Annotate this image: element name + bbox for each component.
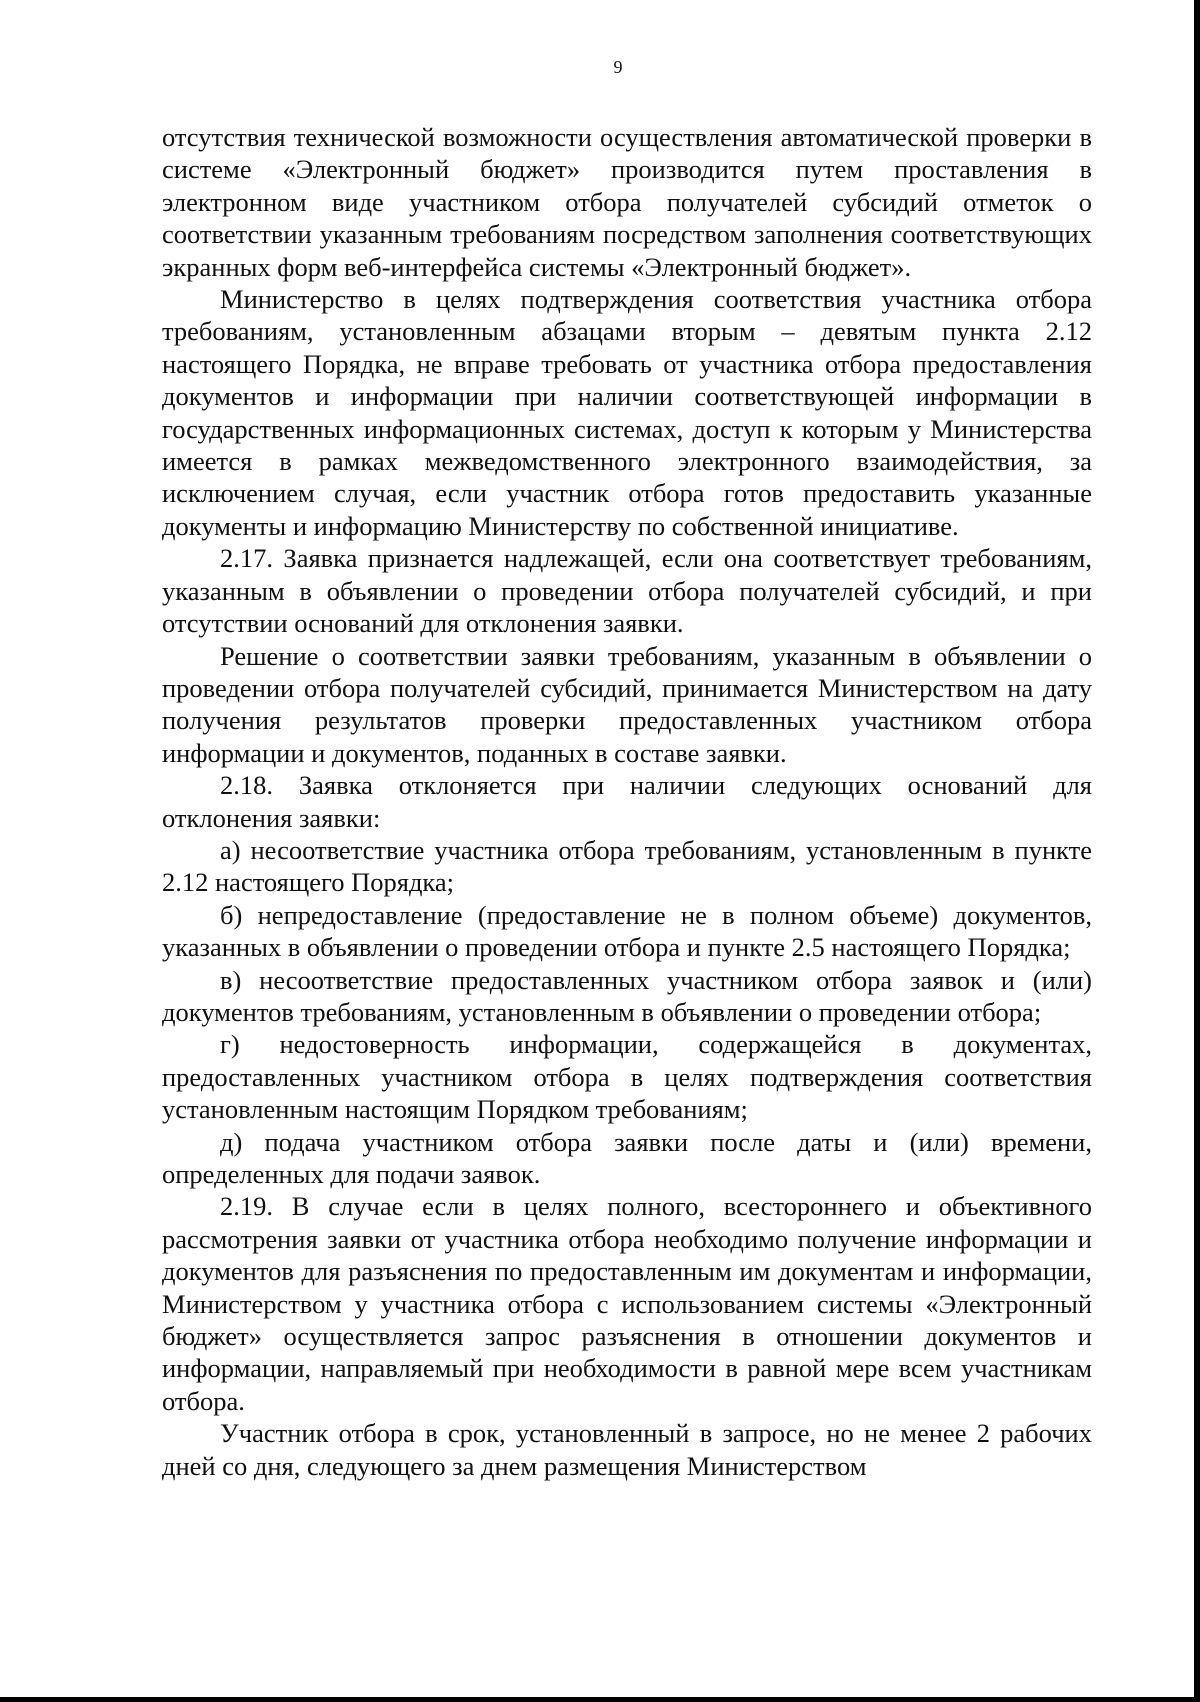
scan-edge-right bbox=[1194, 0, 1200, 1702]
list-item-g: г) недостоверность информации, содержащейся в документах, предоставленных участником отбора в целях подтверждения соответствия установленным настоящим Порядком требованиям; bbox=[162, 1029, 1092, 1125]
list-item-a: а) несоответствие участника отбора требованиям, установленным в пункте 2.12 настоящего Порядка; bbox=[162, 834, 1092, 898]
paragraph-2-19: 2.19. В случае если в целях полного, всестороннего и объективного рассмотрения заявки от участника отбора необходимо получение информации и документов для разъяснения по предоставленным им документам и информации, Министерством у участника отбора с использованием системы «Электронный бюджет» осуществляется запрос разъяснения в отношении документов и информации, направляемый при необходимости в равной мере всем участникам отбора. bbox=[162, 1191, 1092, 1416]
paragraph-continuation: отсутствия технической возможности осуществления автоматической проверки в системе «Электронный бюджет» производится путем проставления в электронном виде участником отбора получателей субсидий отметок о соответствии указанным требованиям посредством заполнения соответствующих экранных форм веб-интерфейса системы «Электронный бюджет». bbox=[162, 122, 1092, 282]
paragraph-2-17: 2.17. Заявка признается надлежащей, если она соответствует требованиям, указанным в объявлении о проведении отбора получателей субсидий, и при отсутствии оснований для отклонения заявки. bbox=[162, 543, 1092, 639]
page-number: 9 bbox=[613, 57, 623, 77]
paragraph: Решение о соответствии заявки требованиям, указанным в объявлении о проведении отбора получателей субсидий, принимается Министерством на дату получения результатов проверки предоставленных участником отбора информации и документов, поданных в составе заявки. bbox=[162, 640, 1092, 768]
paragraph: Участник отбора в срок, установленный в запросе, но не менее 2 рабочих дней со дня, следующего за днем размещения Министерством bbox=[162, 1418, 1092, 1481]
paragraph: Министерство в целях подтверждения соответствия участника отбора требованиям, установленным абзацами вторым – девятым пункта 2.12 настоящего Порядка, не вправе требовать от участника отбора предоставления документов и информации при наличии соответствующей информации в государственных информационных системах, доступ к которым у Министерства имеется в рамках межведомственного электронного взаимодействия, за исключением случая, если участник отбора готов предоставить указанные документы и информацию Министерству по собственной инициативе. bbox=[162, 284, 1092, 541]
list-item-b: б) непредоставление (предоставление не в полном объеме) документов, указанных в объявлении о проведении отбора и пункте 2.5 настоящего Порядка; bbox=[162, 899, 1092, 963]
paragraph-2-18: 2.18. Заявка отклоняется при наличии следующих оснований для отклонения заявки: bbox=[162, 770, 1092, 833]
list-item-d: д) подача участником отбора заявки после даты и (или) времени, определенных для подачи заявок. bbox=[162, 1126, 1092, 1189]
list-item-v: в) несоответствие предоставленных участником отбора заявок и (или) документов требованиям, установленным в объявлении о проведении отбора; bbox=[162, 964, 1092, 1027]
document-body bbox=[162, 121, 1092, 1482]
scan-edge-bottom bbox=[0, 1697, 1200, 1702]
